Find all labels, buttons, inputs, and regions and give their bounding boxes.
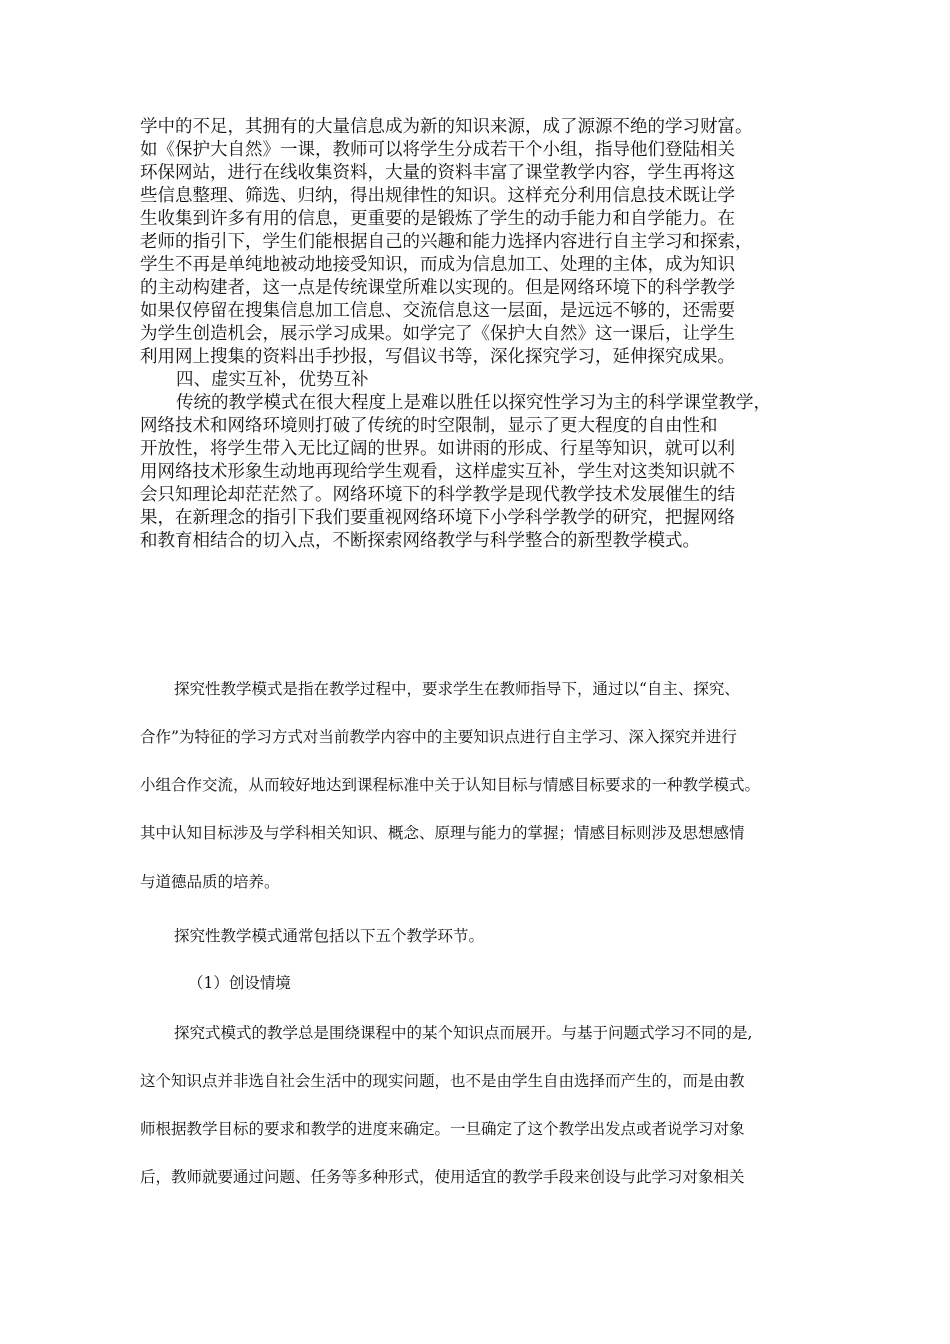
paragraph-line: 的主动构建者，这一点是传统课堂所难以实现的。但是网络环境下的科学教学 [140, 278, 735, 298]
paragraph-line: 和教育相结合的切入点，不断探索网络教学与科学整合的新型教学模式。 [140, 531, 700, 551]
paragraph-line: 如果仅停留在搜集信息加工信息、交流信息这一层面，是远远不够的，还需要 [140, 301, 735, 321]
paragraph-line: 探究性教学模式是指在教学过程中，要求学生在教师指导下，通过以“自主、探究、 [174, 680, 740, 698]
paragraph-line: 如《保护大自然》一课，教师可以将学生分成若干个小组，指导他们登陆相关 [140, 140, 735, 160]
paragraph-line: 环保网站，进行在线收集资料，大量的资料丰富了课堂教学内容，学生再将这 [140, 163, 735, 183]
paragraph-line: 传统的教学模式在很大程度上是难以胜任以探究性学习为主的科学课堂教学， [176, 393, 771, 413]
paragraph-line: 合作”为特征的学习方式对当前教学内容中的主要知识点进行自主学习、深入探究并进行 [140, 728, 737, 746]
paragraph-line: 开放性，将学生带入无比辽阔的世界。如讲雨的形成、行星等知识，就可以利 [140, 439, 735, 459]
paragraph-line: 师根据教学目标的要求和教学的进度来确定。一旦确定了这个教学出发点或者说学习对象 [140, 1120, 745, 1138]
paragraph-line: 学生不再是单纯地被动地接受知识，而成为信息加工、处理的主体，成为知识 [140, 255, 735, 275]
paragraph-line: 其中认知目标涉及与学科相关知识、概念、原理与能力的掌握；情感目标则涉及思想感情 [140, 824, 745, 842]
paragraph-line: 为学生创造机会，展示学习成果。如学完了《保护大自然》这一课后，让学生 [140, 324, 735, 344]
paragraph-line: 老师的指引下，学生们能根据自己的兴趣和能力选择内容进行自主学习和探索， [140, 232, 753, 252]
paragraph-line: 小组合作交流，从而较好地达到课程标准中关于认知目标与情感目标要求的一种教学模式。 [140, 776, 761, 794]
paragraph-line: 些信息整理、筛选、归纳，得出规律性的知识。这样充分利用信息技术既让学 [140, 186, 735, 206]
paragraph-line: 学中的不足，其拥有的大量信息成为新的知识来源，成了源源不绝的学习财富。 [140, 117, 753, 137]
paragraph-line: 与道德品质的培养。 [140, 873, 280, 891]
paragraph-line: 会只知理论却茫茫然了。网络环境下的科学教学是现代教学技术发展催生的结 [140, 485, 735, 505]
section-heading: 四、虚实互补，优势互补 [176, 370, 369, 390]
paragraph-line: 用网络技术形象生动地再现给学生观看，这样虚实互补，学生对这类知识就不 [140, 462, 735, 482]
paragraph-line: 探究性教学模式通常包括以下五个教学环节。 [174, 927, 485, 945]
paragraph-line: 果，在新理念的指引下我们要重视网络环境下小学科学教学的研究，把握网络 [140, 508, 735, 528]
step-heading: （1）创设情境 [188, 974, 291, 992]
paragraph-line: 利用网上搜集的资料出手抄报，写倡议书等，深化探究学习，延伸探究成果。 [140, 347, 735, 367]
paragraph-line: 后，教师就要通过问题、任务等多种形式，使用适宜的教学手段来创设与此学习对象相关 [140, 1168, 745, 1186]
paragraph-line: 网络技术和网络环境则打破了传统的时空限制，显示了更大程度的自由性和 [140, 416, 718, 436]
paragraph-line: 这个知识点并非选自社会生活中的现实问题，也不是由学生自由选择而产生的，而是由教 [140, 1072, 745, 1090]
paragraph-line: 生收集到许多有用的信息，更重要的是锻炼了学生的动手能力和自学能力。在 [140, 209, 735, 229]
paragraph-line: 探究式模式的教学总是围绕课程中的某个知识点而展开。与基于问题式学习不同的是, [174, 1024, 753, 1042]
